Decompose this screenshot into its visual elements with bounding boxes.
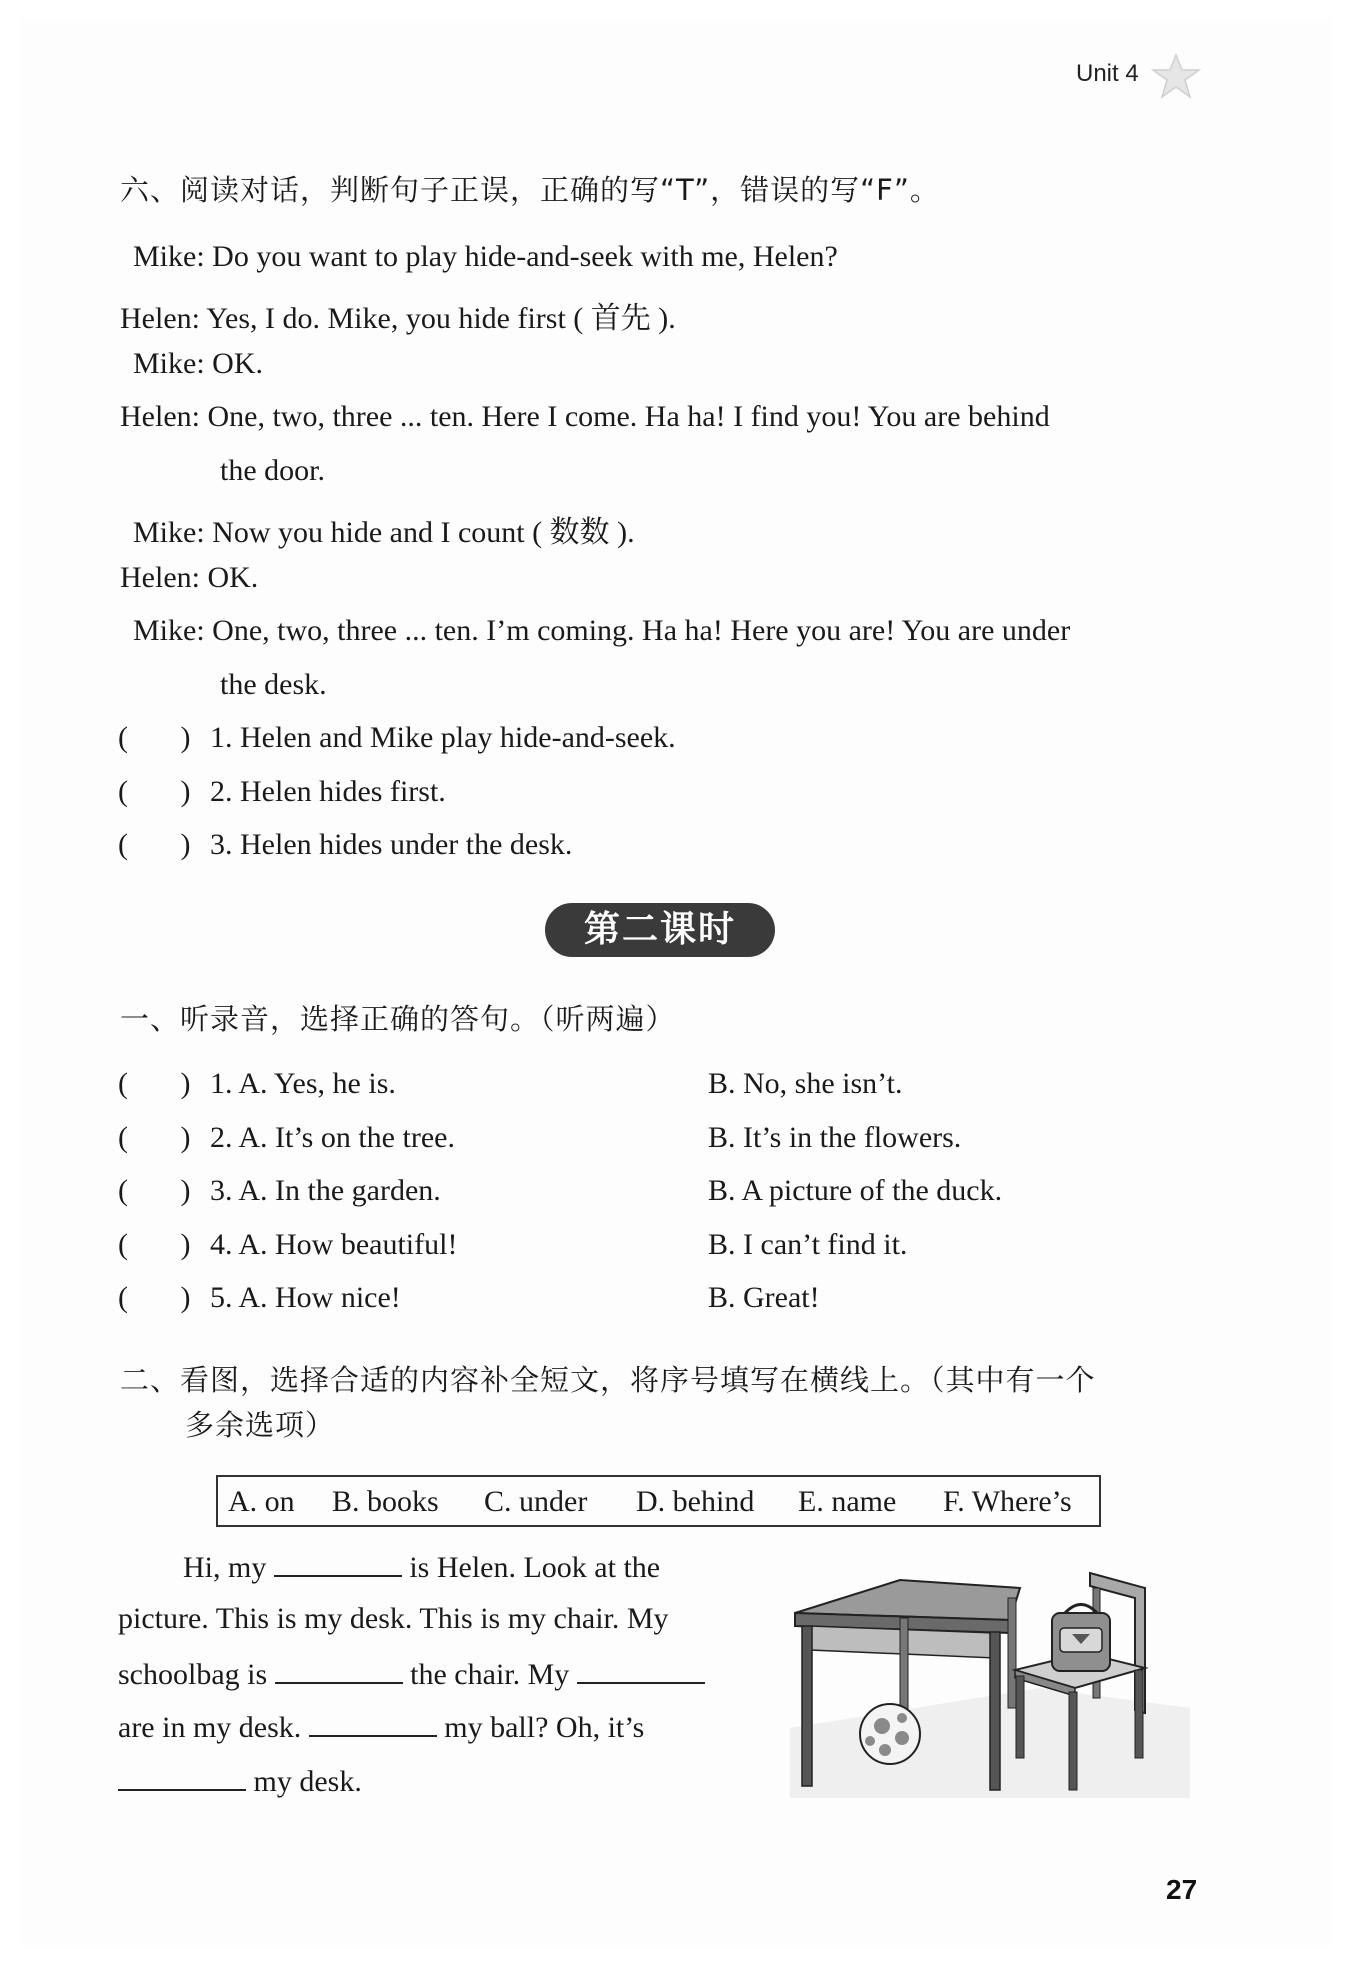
- blank-5[interactable]: [118, 1763, 246, 1791]
- option-item: D. behind: [636, 1485, 755, 1518]
- option-item: E. name: [798, 1485, 897, 1518]
- option-a: 4. A. How beautiful!: [210, 1228, 458, 1261]
- statement: 2. Helen hides first.: [210, 775, 446, 808]
- answer-paren[interactable]: ( ): [118, 828, 191, 861]
- option-a: 3. A. In the garden.: [210, 1174, 441, 1207]
- page-number: 27: [1166, 1874, 1198, 1905]
- option-item: A. on: [228, 1485, 295, 1518]
- passage-line: picture. This is my desk. This is my chair. My: [118, 1602, 669, 1635]
- star-icon: [1150, 52, 1202, 100]
- answer-paren[interactable]: ( ): [118, 775, 191, 808]
- lesson-badge: 第二课时: [545, 903, 775, 957]
- statement: 3. Helen hides under the desk.: [210, 828, 573, 861]
- option-b: B. I can’t find it.: [708, 1228, 908, 1261]
- passage-text: are in my desk.: [118, 1711, 302, 1744]
- passage-line: [183, 1549, 660, 1585]
- option-b: B. A picture of the duck.: [708, 1174, 1003, 1207]
- unit-label: Unit 4: [1076, 60, 1139, 87]
- blank-1[interactable]: [274, 1549, 402, 1577]
- section2-title-cont: 多余选项）: [185, 1408, 336, 1442]
- dialogue-line: Helen: OK.: [120, 561, 259, 594]
- passage-line: [118, 1709, 644, 1745]
- blank-2[interactable]: [275, 1656, 403, 1684]
- answer-paren[interactable]: ( ): [118, 1228, 191, 1261]
- option-a: 2. A. It’s on the tree.: [210, 1121, 455, 1154]
- passage-text: my desk.: [253, 1765, 362, 1798]
- statement: 1. Helen and Mike play hide-and-seek.: [210, 721, 676, 754]
- passage-text: my ball? Oh, it’s: [444, 1711, 645, 1744]
- dialogue-line: Mike: Now you hide and I count ( 数数 ).: [133, 516, 635, 549]
- dialogue-line: Mike: Do you want to play hide-and-seek with me, Helen?: [133, 240, 838, 273]
- dialogue-line: the door.: [220, 454, 325, 487]
- option-a: 5. A. How nice!: [210, 1281, 401, 1314]
- option-b: B. Great!: [708, 1281, 820, 1314]
- passage-text: Hi, my: [183, 1551, 267, 1584]
- passage-text: is Helen. Look at the: [409, 1551, 661, 1584]
- passage-line: [118, 1763, 362, 1799]
- passage-text: schoolbag is: [118, 1658, 268, 1691]
- option-item: C. under: [484, 1485, 588, 1518]
- answer-paren[interactable]: ( ): [118, 1281, 191, 1314]
- option-a: 1. A. Yes, he is.: [210, 1067, 396, 1100]
- section6-title: 六、阅读对话，判断句子正误，正确的写“T”，错误的写“F”。: [120, 173, 940, 207]
- dialogue-line: Mike: One, two, three ... ten. I’m coming. Ha ha! Here you are! You are under: [133, 614, 1071, 647]
- option-item: F. Where’s: [943, 1485, 1072, 1518]
- passage-text: the chair. My: [410, 1658, 570, 1691]
- desk-chair-illustration: [790, 1558, 1190, 1798]
- dialogue-line: the desk.: [220, 668, 327, 701]
- section2-title: 二、看图，选择合适的内容补全短文，将序号填写在横线上。（其中有一个: [120, 1363, 1096, 1397]
- answer-paren[interactable]: ( ): [118, 1121, 191, 1154]
- options-box: [216, 1475, 1101, 1527]
- answer-paren[interactable]: ( ): [118, 721, 191, 754]
- passage-line: [118, 1656, 705, 1692]
- dialogue-line: Helen: Yes, I do. Mike, you hide first ( 首先 ).: [120, 302, 676, 335]
- option-b: B. It’s in the flowers.: [708, 1121, 962, 1154]
- blank-4[interactable]: [309, 1709, 437, 1737]
- option-b: B. No, she isn’t.: [708, 1067, 903, 1100]
- option-item: B. books: [332, 1485, 439, 1518]
- answer-paren[interactable]: ( ): [118, 1067, 191, 1100]
- answer-paren[interactable]: ( ): [118, 1174, 191, 1207]
- blank-3[interactable]: [577, 1656, 705, 1684]
- section1-title: 一、听录音，选择正确的答句。（听两遍）: [120, 1002, 676, 1036]
- dialogue-line: Mike: OK.: [133, 347, 263, 380]
- dialogue-line: Helen: One, two, three ... ten. Here I come. Ha ha! I find you! You are behind: [120, 400, 1050, 433]
